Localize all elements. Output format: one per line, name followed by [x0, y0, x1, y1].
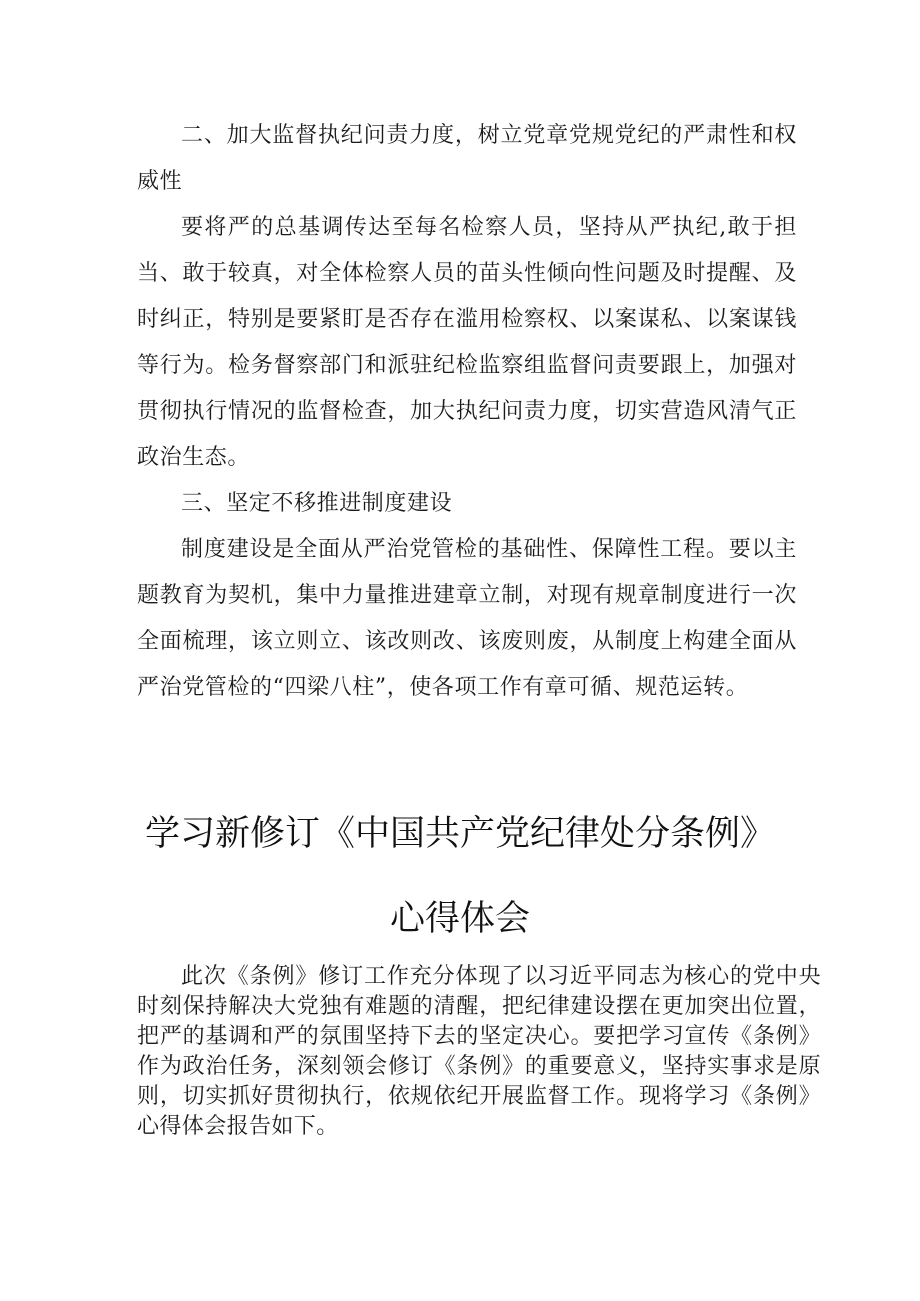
previous-article-body	[137, 113, 797, 711]
section-heading-two: 二、加大监督执纪问责力度，树立党章党规党纪的严肃性和权威性	[137, 123, 797, 194]
body-paragraph: 要将严的总基调传达至每名检察人员，坚持从严执纪,敢于担当、敢于较真，对全体检察人员的苗头性倾向性问题及时提醒、及时纠正，特别是要紧盯是否存在滥用检察权、以案谋私、以案谋钱等行为。检务督察部门和派驻纪检监察组监督问责要跟上，加强对贯彻执行情况的监督检查，加大执纪问责力度，切实营造风清气正政治生态。	[137, 215, 797, 470]
article-subtitle: 心得体会	[389, 899, 530, 939]
article-body	[137, 962, 821, 1142]
article-title: 学习新修订《中国共产党纪律处分条例》	[144, 814, 775, 854]
body-paragraph: 制度建设是全面从严治党管检的基础性、保障性工程。要以主题教育为契机，集中力量推进建章立制，对现有规章制度进行一次全面梳理，该立则立、该改则改、该废则废，从制度上构建全面从严治党管检的“四梁八柱”，使各项工作有章可循、规范运转。	[137, 537, 797, 700]
intro-paragraph: 此次《条例》修订工作充分体现了以习近平同志为核心的党中央时刻保持解决大党独有难题的清醒，把纪律建设摆在更加突出位置，把严的基调和严的氛围坚持下去的坚定决心。要把学习宣传《条例》作为政治任务，深刻领会修订《条例》的重要意义，坚持实事求是原则，切实抓好贯彻执行，依规依纪开展监督工作。现将学习《条例》心得体会报告如下。	[137, 964, 821, 1139]
section-heading-three: 三、坚定不移推进制度建设	[181, 491, 453, 516]
